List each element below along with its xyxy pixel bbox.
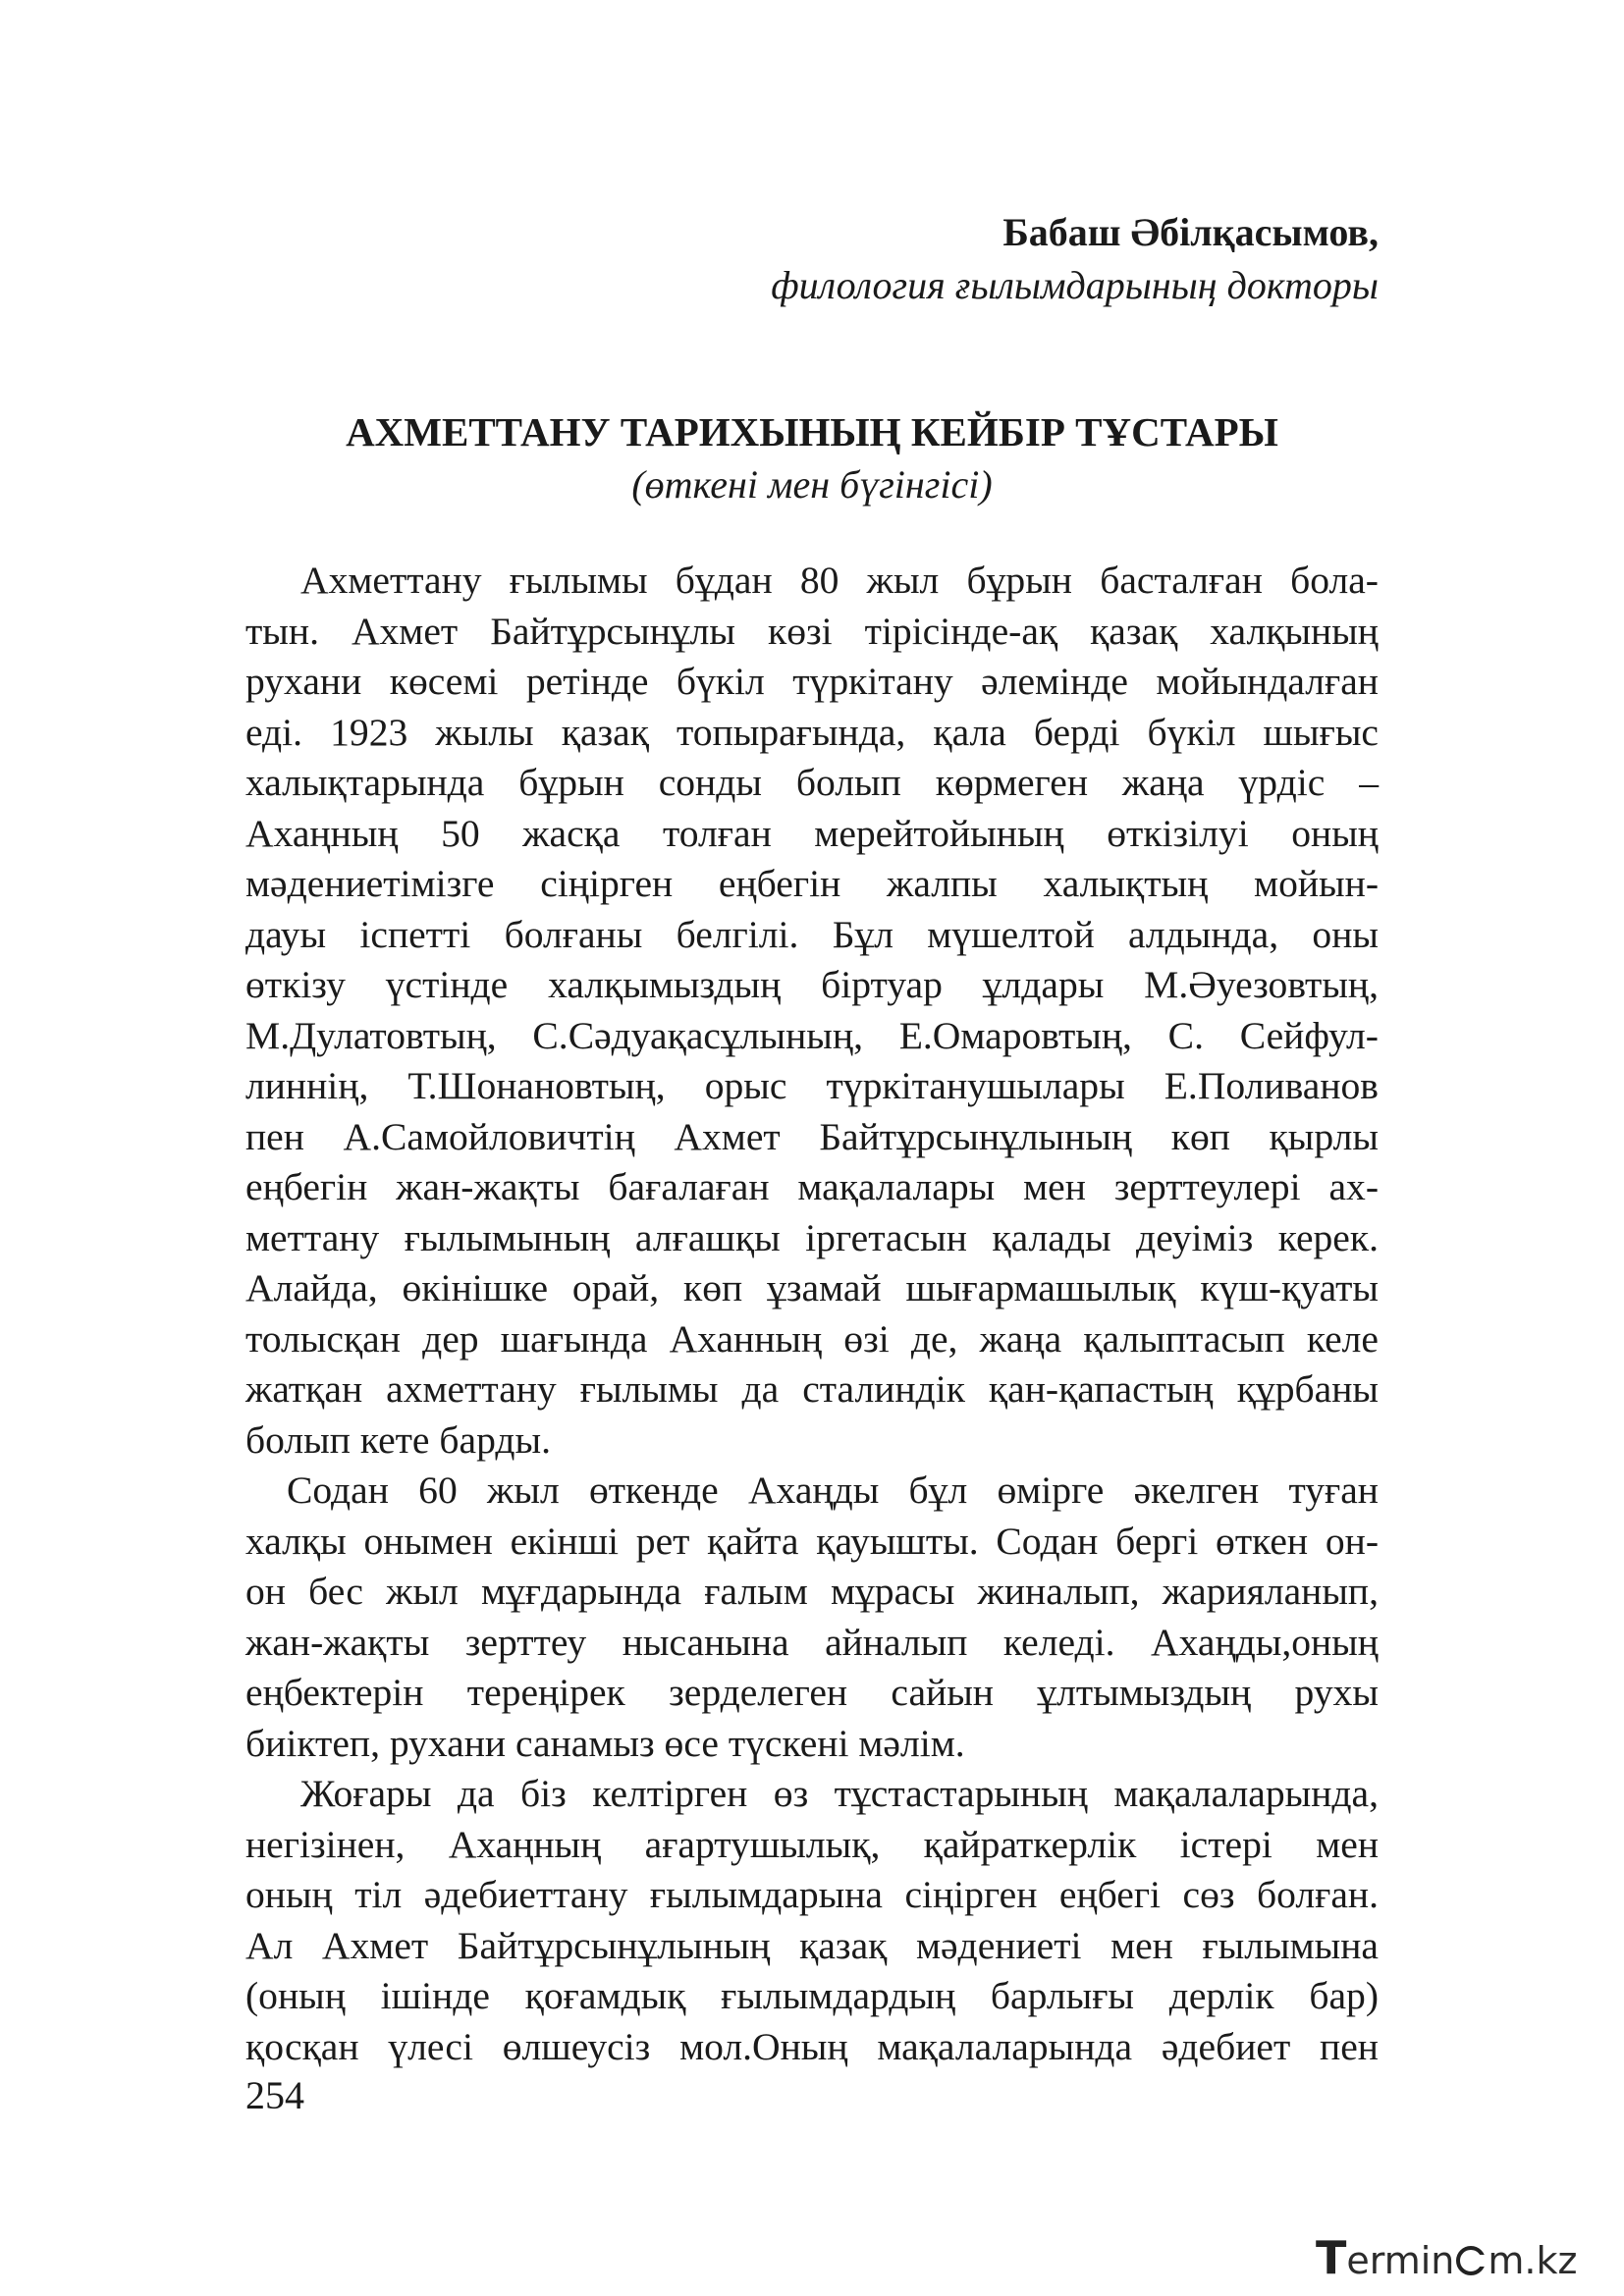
body-line: пен А.Самойловичтің Ахмет Байтұрсынұлының көп қырлы <box>245 1114 1379 1158</box>
body-line: жатқан ахметтану ғылымы да сталиндік қан-қапастың құрбаны <box>245 1367 1379 1411</box>
body-line: дауы іспетті болғаны белгілі. Бұл мүшелтой алдында, оны <box>245 912 1379 956</box>
body-line: еді. 1923 жылы қазақ топырағында, қала берді бүкіл шығыс <box>245 710 1379 754</box>
body-line: линнің, Т.Шонановтың, орыс түркітанушылары Е.Поливанов <box>245 1064 1379 1107</box>
article-title: АХМЕТТАНУ ТАРИХЫНЫҢ КЕЙБІР ТҰСТАРЫ <box>346 409 1278 454</box>
body-line: он бес жыл мұғдарында ғалым мұрасы жиналып, жарияланып, <box>245 1570 1379 1613</box>
watermark-part-1: T <box>1316 2231 1347 2284</box>
body-line: тын. Ахмет Байтұрсынұлы көзі тірісінде-ақ қазақ халқының <box>245 609 1379 653</box>
watermark-c-icon <box>1456 2246 1486 2275</box>
body-line: болып кете барды. <box>245 1417 551 1462</box>
body-line: еңбегін жан-жақты бағалаған мақалалары мен зерттеулері ах- <box>245 1165 1379 1208</box>
body-line: өткізу үстінде халқымыздың біртуар ұлдары М.Әуезовтың, <box>245 963 1379 1006</box>
body-line: Содан 60 жыл өткенде Ахаңды бұл өмірге әкелген туған <box>287 1468 1379 1512</box>
body-line: биіктеп, рухани санамыз өсе түскені мәлім. <box>245 1721 965 1765</box>
body-line: толысқан дер шағында Аханның өзі де, жаңа қалыптасып келе <box>245 1316 1379 1361</box>
body-line: меттану ғылымының алғашқы іргетасын қалады деуіміз керек. <box>245 1215 1379 1259</box>
author-block <box>353 206 1379 312</box>
body-line: жан-жақты зерттеу нысанына айналып келеді. Ахаңды,оның <box>245 1620 1379 1664</box>
body-line: Жоғары да біз келтірген өз тұстастарының мақалаларында, <box>300 1772 1379 1815</box>
article-body <box>245 556 1379 2072</box>
author-title: филология ғылымдарының докторы <box>771 263 1379 307</box>
watermark-logo <box>1316 2230 1610 2285</box>
body-line: негізінен, Ахаңның ағартушылық, қайраткерлік істері мен <box>245 1822 1379 1866</box>
body-line: Ахаңның 50 жасқа толған мерейтойының өткізілуі оның <box>245 811 1379 855</box>
body-line: Ал Ахмет Байтұрсынұлының қазақ мәдениеті мен ғылымына <box>245 1923 1379 1967</box>
author-name: Бабаш Әбілқасымов, <box>1002 210 1379 254</box>
body-line: мәдениетімізге сіңірген еңбегін жалпы халықтың мойын- <box>245 862 1379 905</box>
body-line: Ахметтану ғылымы бұдан 80 жыл бұрын басталған бола- <box>300 559 1379 602</box>
body-line: (оның ішінде қоғамдық ғылымдардың барлығы дерлік бар) <box>245 1974 1379 2017</box>
body-line: қосқан үлесі өлшеусіз мол.Оның мақалаларында әдебиет пен <box>245 2024 1379 2068</box>
body-line: халқы онымен екінші рет қайта қауышты. Содан бергі өткен он- <box>245 1519 1379 1563</box>
body-line: рухани көсемі ретінде бүкіл түркітану әлемінде мойындалған <box>245 660 1379 703</box>
watermark-part-2: ermin <box>1346 2239 1455 2282</box>
body-line: еңбектерін тереңірек зерделеген сайын ұлтымыздың рухы <box>245 1671 1379 1714</box>
body-line: оның тіл әдебиеттану ғылымдарына сіңірген еңбегі сөз болған. <box>245 1873 1379 1916</box>
page-number: 254 <box>245 2073 304 2117</box>
body-line: халықтарында бұрын сонды болып көрмеген жаңа үрдіс – <box>245 761 1379 804</box>
body-line: Алайда, өкінішке орай, көп ұзамай шығармашылық күш-қуаты <box>245 1266 1379 1309</box>
article-subtitle: (өткені мен бүгінгісі) <box>631 462 993 507</box>
watermark-part-3: m.kz <box>1488 2239 1578 2282</box>
body-line: М.Дулатовтың, С.Сәдуақасұлының, Е.Омаровтың, С. Сейфул- <box>245 1013 1379 1057</box>
